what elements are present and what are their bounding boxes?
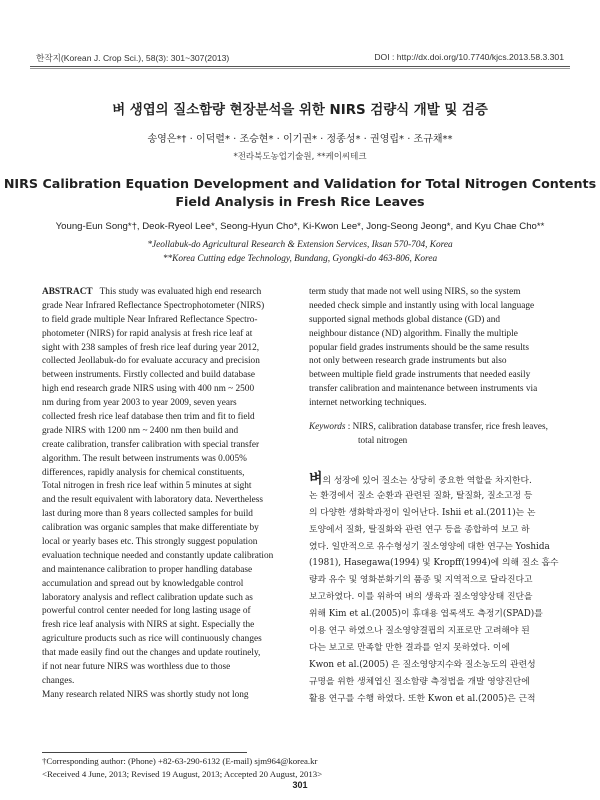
affiliations-korean: *전라북도농업기술원, **케이씨테크: [233, 152, 367, 162]
body-line: Kwon et al.(2005) 은 질소영양지수와 질소농도의 관련성: [309, 659, 536, 670]
corresponding-author: †Corresponding author: (Phone) +82-63-290-6132 (E-mail) sjm964@korea.kr: [42, 756, 318, 766]
body-line: 의 다양한 생화학과정이 일어난다. Ishii et al.(2011)는 논: [309, 507, 536, 518]
doi-link[interactable]: DOI : http://dx.doi.org/10.7740/kjcs.2013.58.3.301: [374, 52, 564, 62]
authors-korean: 송영은*† · 이덕렬* · 조승현* · 이기권* · 정종성* · 권영립* · 조규채**: [147, 134, 453, 145]
affiliation-line: *Jeollabuk-do Agricultural Research & Extension Services, Iksan 570-704, Korea: [147, 240, 453, 250]
abstract-line: photometer (NIRS) for rapid analysis at fresh rice leaf at: [42, 328, 253, 339]
abstract-line: and maintenance calibration to proper handling database: [42, 564, 253, 575]
abstract-line: fresh rice leaf analysis with NIRS at sight. Especially the: [42, 620, 255, 631]
abstract-line: calibration was organic samples that make differentiate by: [42, 523, 259, 534]
affiliation-line: **Korea Cutting edge Technology, Bundang, Gyongki-do 463-806, Korea: [162, 254, 438, 264]
body-line: 였다. 일반적으로 유수형성기 질소영양에 대한 연구는 Yoshida: [309, 541, 550, 552]
title-english: [0, 175, 600, 211]
abstract-label: ABSTRACT: [42, 287, 93, 297]
keywords-label: Keywords: [309, 421, 346, 431]
abstract-line: grade Near Infrared Reflectance Spectrophotometer (NIRS): [42, 300, 265, 311]
abstract-line: Total nitrogen in fresh rice leaf within 5 minutes at sight: [42, 481, 252, 492]
received-dates: <Received 4 June, 2013; Revised 19 August, 2013; Accepted 20 August, 2013>: [42, 769, 323, 779]
abstract-line: supported signal methods global distance (GD) and: [309, 314, 501, 325]
body-line: 위해 Kim et al.(2005)이 휴대용 엽록색도 측정기(SPAD)를: [309, 609, 543, 620]
abstract-line: powerful control center needed for long lasting usage of: [42, 606, 251, 617]
body-line: 활용 연구를 수행 하였다. 또한 Kwon et al.(2005)은 근적: [309, 693, 536, 704]
abstract-line: to field grade multiple Near Infrared Reflectance Spectro-: [42, 314, 258, 325]
abstract-line: changes.: [42, 675, 75, 686]
abstract-line: laboratory analysis and reflect calibration update such as: [42, 592, 253, 603]
body-line: 토양에서 질화, 탈질화와 관련 연구 등을 종합하여 보고 하: [309, 524, 530, 535]
abstract-line: term study that made not well using NIRS, so the system: [309, 287, 521, 297]
body-line: 량과 유수 및 영화분화기의 품종 및 지역적으로 달라진다고: [309, 575, 533, 586]
abstract-continued: [309, 286, 565, 411]
abstract-line: Many research related NIRS was shortly study not long: [42, 689, 249, 700]
abstract-line: between multiple field grade instruments that needed easily: [309, 370, 531, 381]
footnotes: [42, 755, 562, 781]
abstract-line: high end research grade NIRS using with 400 nm ~ 2500: [42, 384, 255, 395]
abstract-line: grade NIRS with 1200 nm ~ 2400 nm then build and: [42, 425, 239, 436]
abstract-line: internet networking techniques.: [309, 398, 427, 409]
body-line: 보고하였다. 이를 위하여 벼의 생육과 질소영양상태 진단을: [309, 592, 533, 603]
title-korean: 벼 생엽의 질소함량 현장분석을 위한 NIRS 검량식 개발 및 검증: [112, 103, 488, 118]
body-korean: [309, 471, 565, 707]
body-line: 규명을 위한 생체엽신 질소함량 측정법을 개발 영양진단에: [309, 676, 530, 687]
body-line: (1981), Hasegawa(1994) 및 Kropff(1994)에 의해 질소 흡수: [309, 558, 559, 569]
journal-citation: 한작지(Korean J. Crop Sci.), 58(3): 301~307(2013): [36, 53, 230, 63]
abstract-line: collected Jeollabuk-do for evaluate accuracy and precision: [42, 356, 260, 367]
header-rule-thin: [30, 68, 570, 69]
keywords: [309, 420, 565, 448]
abstract-line: accumulation and spread out by knowledgable control: [42, 578, 244, 589]
abstract-line: not only between research grade instruments but also: [309, 356, 507, 367]
abstract-line: between instruments. Firstly collected and build database: [42, 370, 255, 381]
abstract-line: neighbour distance (ND) algorithm. Finally the multiple: [309, 328, 518, 339]
abstract-line: last during more than 8 years collected samples for build: [42, 509, 253, 520]
abstract-line: if not near future NIRS was worthless due to those: [42, 662, 231, 673]
title-english-line: NIRS Calibration Equation Development and Validation for Total Nitrogen Contents: [3, 176, 597, 191]
abstract-line: needed check simple and instantly using with local language: [309, 300, 535, 311]
keywords-line: total nitrogen: [358, 434, 408, 445]
running-header: [30, 52, 570, 64]
page-number: 301: [292, 780, 308, 790]
authors-english: Young-Eun Song*†, Deok-Ryeol Lee*, Seong-Hyun Cho*, Ki-Kwon Lee*, Jong-Seong Jeong*, and Kyu Chae Cho**: [55, 221, 545, 232]
abstract-line: nm during from year 2003 to year 2009, seven years: [42, 398, 237, 409]
body-line: 벼의 성장에 있어 질소는 상당히 중요한 역할을 차지한다.: [309, 471, 532, 487]
abstract-line: sight with 238 samples of fresh rice leaf during year 2012,: [42, 342, 260, 353]
abstract-line: create calibration, transfer calibration with special transfer: [42, 439, 260, 450]
abstract-line: differences, rapidly analysis for chemical constituents,: [42, 467, 245, 478]
abstract-line: evaluation technique needed and constantly update calibration: [42, 550, 274, 561]
header-rule: [30, 66, 570, 67]
title-english-line: Field Analysis in Fresh Rice Leaves: [175, 194, 425, 209]
footnote-rule: [42, 752, 247, 753]
abstract-line: local or yearly bases etc. This strongly suggest population: [42, 537, 258, 548]
body-line: 다는 보고로 만족할 만한 결과를 얻지 못하였다. 이에: [309, 642, 510, 653]
abstract-line: algorithm. The result between instruments was 0.005%: [42, 453, 247, 464]
abstract-line: and the result equivalent with laboratory data. Nevertheless: [42, 495, 263, 506]
dropcap: 벼: [309, 471, 323, 487]
body-line: 논 환경에서 질소 순환과 관련된 질화, 탈질화, 질소고정 등: [309, 490, 533, 501]
keywords-line: Keywords : NIRS, calibration database transfer, rice fresh leaves,: [309, 421, 548, 431]
abstract: [42, 286, 304, 703]
body-line: 이용 연구 하였으나 질소영양결핍의 지표로만 고려해야 된: [309, 626, 530, 637]
abstract-line: ABSTRACT This study was evaluated high end research: [42, 287, 262, 297]
abstract-line: popular field grades instruments should be the same results: [309, 342, 529, 353]
abstract-line: collected fresh rice leaf database then trim and fit to field: [42, 412, 255, 423]
abstract-line: transfer calibration and maintenance between instruments via: [309, 384, 538, 395]
abstract-line: that made easily find out the changes and update routinely,: [42, 648, 261, 659]
abstract-line: agriculture products such as rice will continuously changes: [42, 634, 262, 645]
affiliations-english: [0, 238, 600, 266]
